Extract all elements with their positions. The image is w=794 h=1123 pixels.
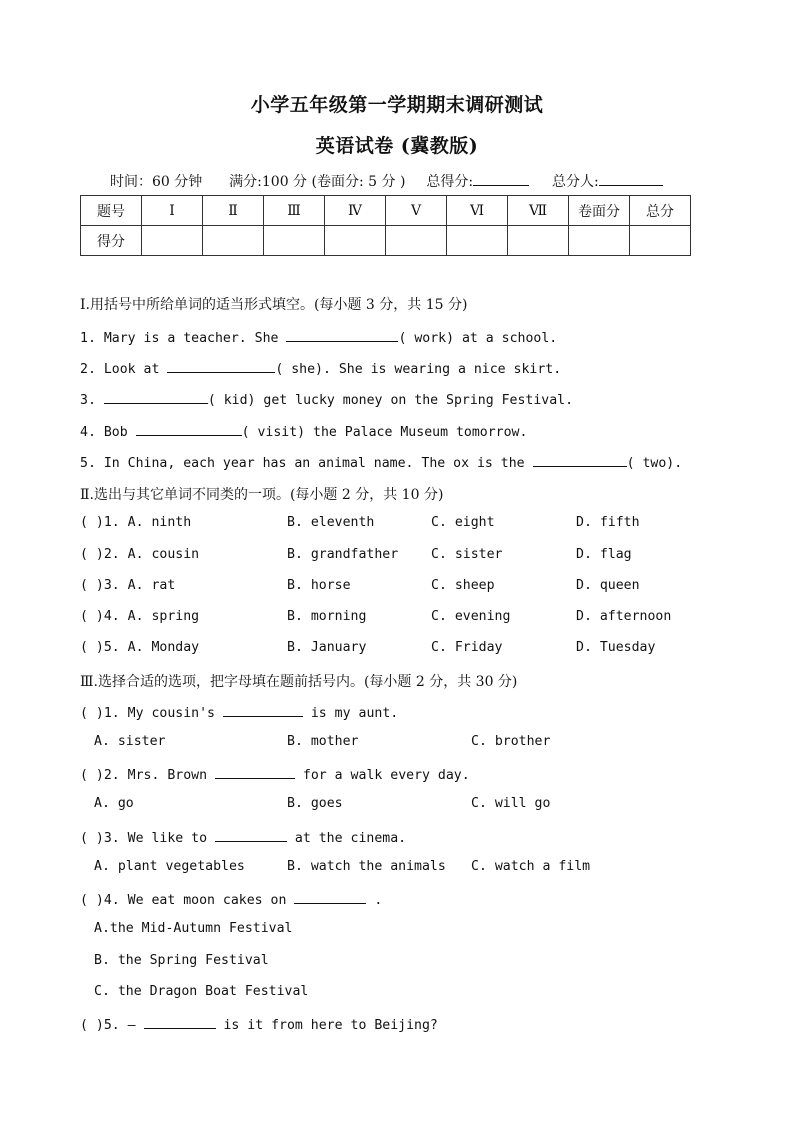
score-table-header: 总分: [630, 196, 691, 226]
option-b: B. mother: [287, 734, 359, 749]
question-text: is my aunt.: [302, 706, 399, 721]
section3-question: [80, 765, 470, 783]
section1-heading: Ⅰ.用括号中所给单词的适当形式填空。(每小题 3 分，共 15 分): [80, 297, 468, 313]
option-b: B. eleventh: [287, 515, 375, 530]
answer-blank[interactable]: [104, 390, 208, 404]
option-a: A. go: [94, 796, 134, 811]
score-cell[interactable]: [447, 226, 508, 256]
score-row-label: 得分: [81, 226, 142, 256]
option-d: D. queen: [576, 578, 640, 593]
option-a: ( )4. A. spring: [80, 609, 200, 624]
answer-blank[interactable]: [215, 765, 295, 779]
total-score-label: 总得分:: [426, 174, 474, 190]
question-text: ( )5. —: [80, 1018, 144, 1033]
score-table-header: 卷面分: [569, 196, 630, 226]
item-text: ( she). She is wearing a nice skirt.: [275, 362, 562, 377]
answer-blank[interactable]: [144, 1015, 216, 1029]
question-text: is it from here to Beijing?: [215, 1018, 438, 1033]
question-text: .: [366, 893, 383, 908]
score-cell[interactable]: [630, 226, 691, 256]
option-a: ( )5. A. Monday: [80, 640, 200, 655]
section3-question: [80, 703, 398, 721]
option-a: ( )1. A. ninth: [80, 515, 192, 530]
answer-blank[interactable]: [223, 703, 303, 717]
exam-subtitle: 英语试卷 (冀教版): [315, 135, 479, 157]
option-b: B. morning: [287, 609, 367, 624]
section1-item: [80, 453, 682, 471]
item-text: ( two).: [626, 456, 683, 471]
option-d: D. Tuesday: [576, 640, 656, 655]
score-cell[interactable]: [386, 226, 447, 256]
option-c: C. watch a film: [471, 859, 591, 874]
item-text: 3.: [80, 393, 104, 408]
option-c: C. will go: [471, 796, 551, 811]
question-text: for a walk every day.: [294, 768, 470, 783]
option-a: A. plant vegetables: [94, 859, 245, 874]
option-d: D. fifth: [576, 515, 640, 530]
score-table-header: 题号: [81, 196, 142, 226]
score-table-header: Ⅲ: [264, 196, 325, 226]
section3-question: [80, 890, 382, 908]
score-cell[interactable]: [203, 226, 264, 256]
score-cell[interactable]: [569, 226, 630, 256]
option-c: C. eight: [431, 515, 495, 530]
score-table-header: Ⅳ: [325, 196, 386, 226]
option-c: C. evening: [431, 609, 511, 624]
option-b: B. grandfather: [287, 547, 399, 562]
score-cell[interactable]: [508, 226, 569, 256]
option-b: B. goes: [287, 796, 343, 811]
score-table: [80, 195, 691, 256]
item-text: 2. Look at: [80, 362, 168, 377]
score-table-header-row: [81, 196, 691, 226]
option-a: A.the Mid-Autumn Festival: [94, 921, 293, 936]
answer-blank[interactable]: [286, 328, 398, 342]
section1-item: [80, 422, 527, 440]
option-c: C. Friday: [431, 640, 503, 655]
section2-heading: Ⅱ.选出与其它单词不同类的一项。(每小题 2 分，共 10 分): [80, 487, 444, 503]
item-text: 5. In China, each year has an animal name. The ox is the: [80, 456, 533, 471]
option-b: B. January: [287, 640, 367, 655]
score-cell[interactable]: [325, 226, 386, 256]
question-text: ( )4. We eat moon cakes on: [80, 893, 295, 908]
item-text: ( work) at a school.: [398, 331, 558, 346]
score-table-header: Ⅱ: [203, 196, 264, 226]
scorer-blank: [599, 171, 663, 186]
option-c: C. sister: [431, 547, 503, 562]
option-a: ( )3. A. rat: [80, 578, 176, 593]
total-score-blank: [473, 171, 529, 186]
full-score-label: 满分:100 分 (卷面分: 5 分 ): [229, 174, 406, 190]
scorer-label: 总分人:: [551, 174, 599, 190]
section1-item: [80, 328, 557, 346]
option-b: B. the Spring Festival: [94, 953, 269, 968]
exam-meta: [110, 171, 663, 191]
item-text: 4. Bob: [80, 425, 136, 440]
answer-blank[interactable]: [167, 359, 275, 373]
score-table-header: Ⅶ: [508, 196, 569, 226]
score-table-header: Ⅵ: [447, 196, 508, 226]
option-d: D. flag: [576, 547, 632, 562]
option-b: B. watch the animals: [287, 859, 446, 874]
question-text: ( )3. We like to: [80, 831, 215, 846]
question-text: ( )2. Mrs. Brown: [80, 768, 215, 783]
score-table-header: Ⅰ: [142, 196, 203, 226]
score-cell[interactable]: [142, 226, 203, 256]
option-c: C. brother: [471, 734, 551, 749]
question-text: at the cinema.: [286, 831, 407, 846]
item-text: 1. Mary is a teacher. She: [80, 331, 287, 346]
option-a: A. sister: [94, 734, 166, 749]
exam-title: 小学五年级第一学期期末调研测试: [250, 94, 544, 116]
option-b: B. horse: [287, 578, 351, 593]
score-table-score-row: [81, 226, 691, 256]
answer-blank[interactable]: [533, 453, 627, 467]
section3-heading: Ⅲ.选择合适的选项，把字母填在题前括号内。(每小题 2 分，共 30 分): [80, 674, 518, 690]
section3-question: [80, 828, 406, 846]
answer-blank[interactable]: [294, 890, 366, 904]
answer-blank[interactable]: [215, 828, 287, 842]
section1-item: [80, 390, 573, 408]
score-table-header: Ⅴ: [386, 196, 447, 226]
option-d: D. afternoon: [576, 609, 672, 624]
item-text: ( visit) the Palace Museum tomorrow.: [241, 425, 528, 440]
option-c: C. the Dragon Boat Festival: [94, 984, 309, 999]
score-cell[interactable]: [264, 226, 325, 256]
answer-blank[interactable]: [136, 422, 242, 436]
question-text: ( )1. My cousin's: [80, 706, 223, 721]
section1-item: [80, 359, 561, 377]
option-c: C. sheep: [431, 578, 495, 593]
item-text: ( kid) get lucky money on the Spring Festival.: [207, 393, 574, 408]
option-a: ( )2. A. cousin: [80, 547, 200, 562]
time-label: 时间：60 分钟: [110, 174, 203, 190]
section3-question: [80, 1015, 438, 1033]
